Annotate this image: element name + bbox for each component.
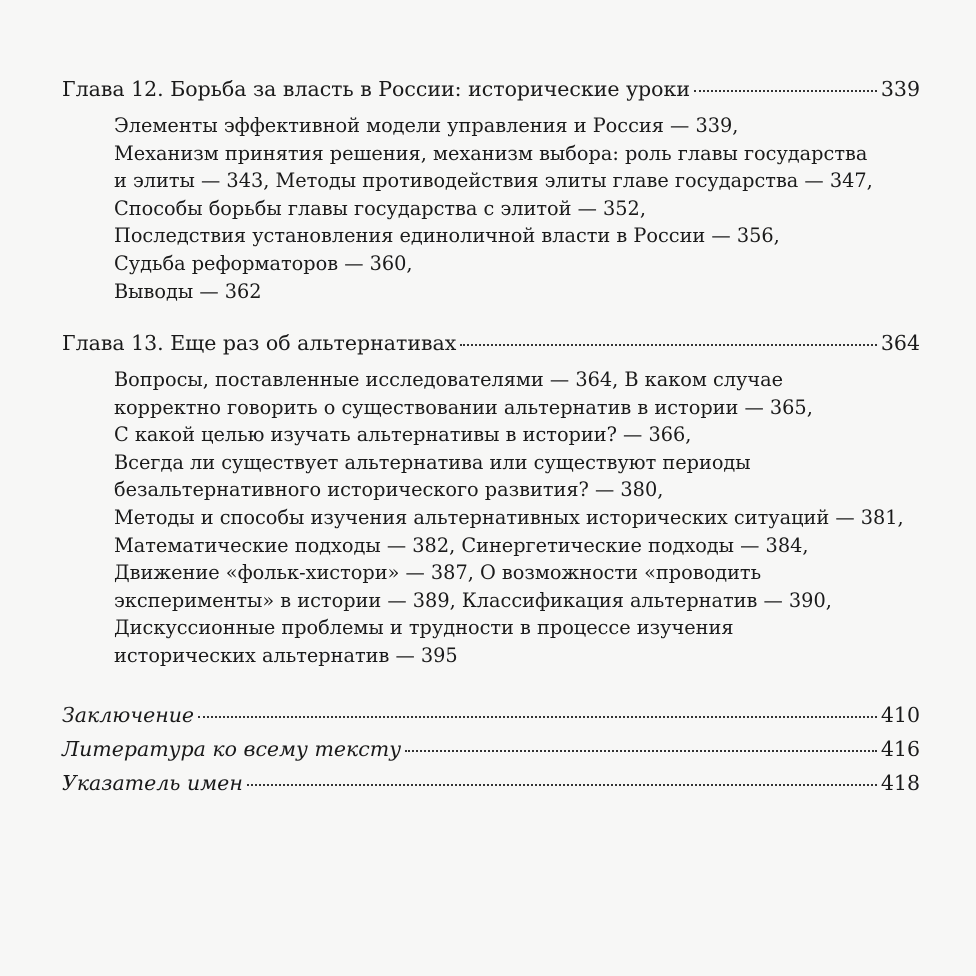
entry-title: Указатель имен bbox=[62, 771, 243, 795]
toc-entry-chapter-13[interactable] bbox=[62, 330, 920, 356]
section-line: Судьба реформаторов — 360, bbox=[114, 251, 413, 275]
toc-entry-chapter-12[interactable] bbox=[62, 76, 920, 102]
entry-title: Заключение bbox=[62, 703, 195, 727]
toc-entry-literature[interactable] bbox=[62, 736, 920, 762]
toc-entry-conclusion[interactable] bbox=[62, 702, 920, 728]
toc-entry-name-index[interactable] bbox=[62, 770, 920, 796]
chapter-12-sections bbox=[114, 112, 914, 305]
dot-leader bbox=[247, 784, 877, 786]
section-line: Вопросы, поставленные исследователями — 364, В каком случае bbox=[114, 368, 784, 391]
section-line: Механизм принятия решения, механизм выбора: роль главы государства bbox=[114, 141, 868, 165]
section-line: эксперименты» в истории — 389, Классификация альтернатив — 390, bbox=[114, 588, 832, 612]
chapter-title: Глава 12. Борьба за власть в России: исторические уроки bbox=[62, 77, 691, 101]
section-line: Способы борьбы главы государства с элитой — 352, bbox=[114, 196, 646, 220]
section-line: Элементы эффективной модели управления и Россия — 339, bbox=[114, 114, 739, 137]
section-line: Дискуссионные проблемы и трудности в процессе изучения bbox=[114, 616, 734, 640]
page-number: 416 bbox=[880, 737, 920, 761]
section-line: безальтернативного исторического развития? — 380, bbox=[114, 478, 664, 502]
dot-leader bbox=[405, 750, 877, 752]
dot-leader bbox=[694, 90, 877, 92]
section-line: Последствия установления единоличной власти в России — 356, bbox=[114, 224, 780, 248]
page-number: 339 bbox=[880, 77, 920, 101]
dot-leader bbox=[198, 716, 877, 718]
page-number: 364 bbox=[880, 331, 920, 355]
section-line: исторических альтернатив — 395 bbox=[114, 643, 458, 667]
entry-title: Литература ко всему тексту bbox=[62, 737, 402, 761]
chapter-13-sections bbox=[114, 366, 914, 670]
page-number: 410 bbox=[880, 703, 920, 727]
section-line: С какой целью изучать альтернативы в истории? — 366, bbox=[114, 423, 692, 447]
page-number: 418 bbox=[880, 771, 920, 795]
section-line: корректно говорить о существовании альтернатив в истории — 365, bbox=[114, 395, 813, 419]
section-line: Математические подходы — 382, Синергетические подходы — 384, bbox=[114, 533, 809, 557]
dot-leader bbox=[460, 344, 877, 346]
section-line: Всегда ли существует альтернатива или существуют периоды bbox=[114, 450, 751, 474]
section-line: и элиты — 343, Методы противодействия элиты главе государства — 347, bbox=[114, 169, 873, 193]
section-line: Выводы — 362 bbox=[114, 279, 262, 303]
section-line: Методы и способы изучения альтернативных исторических ситуаций — 381, bbox=[114, 505, 904, 529]
chapter-title: Глава 13. Еще раз об альтернативах bbox=[62, 331, 457, 355]
section-line: Движение «фольк-хистори» — 387, О возможности «проводить bbox=[114, 561, 762, 585]
